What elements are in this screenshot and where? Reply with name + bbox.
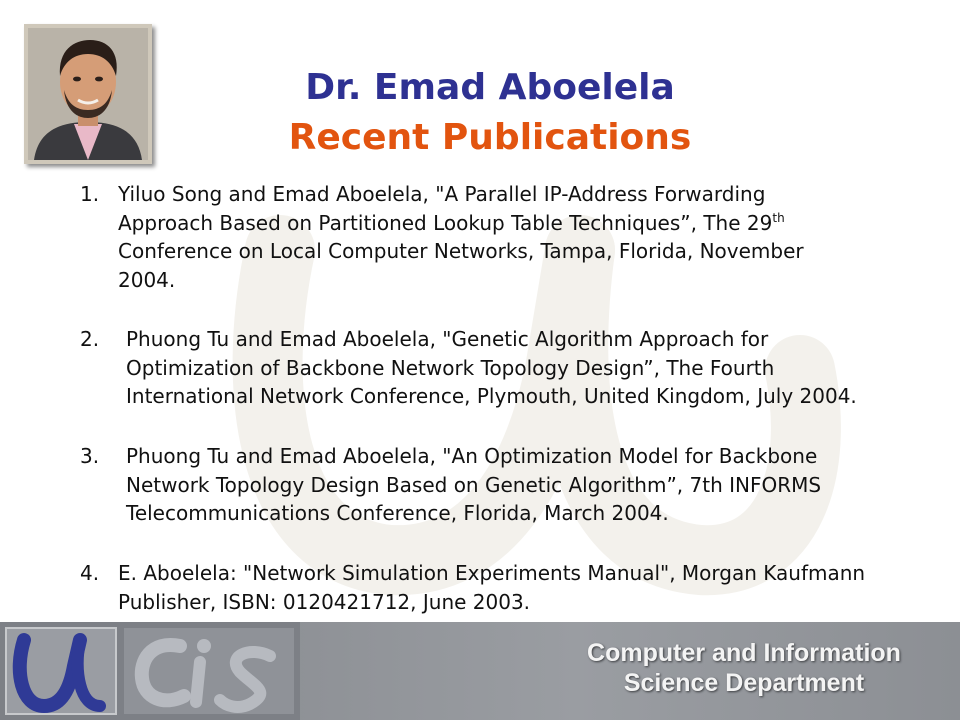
department-line: Computer and Information: [587, 639, 901, 667]
publication-line: Publisher, ISBN: 0120421712, June 2003.: [118, 589, 531, 614]
publication-text: [118, 180, 888, 294]
publication-line-text: Approach Based on Partitioned Lookup Table Techniques”, The 29: [118, 210, 773, 235]
publication-line: [118, 209, 888, 238]
publication-line: Phuong Tu and Emad Aboelela, "An Optimization Model for Backbone: [126, 444, 818, 468]
publication-line: Yiluo Song and Emad Aboelela, "A Parallel IP-Address Forwarding: [118, 182, 766, 206]
department-line: Science Department: [623, 669, 865, 697]
publication-line: E. Aboelela: "Network Simulation Experiments Manual", Morgan Kaufmann: [118, 561, 866, 585]
department-name: [554, 638, 934, 698]
page-title: Recent Publications: [288, 117, 692, 158]
item-number: 1.: [80, 182, 100, 206]
publication-text: [118, 559, 918, 616]
author-name: Dr. Emad Aboelela: [305, 67, 675, 108]
ordinal-superscript: th: [772, 210, 785, 225]
item-number: 3.: [80, 444, 100, 468]
publication-line: International Network Conference, Plymouth, United Kingdom, July 2004.: [126, 384, 857, 408]
publication-line: Optimization of Backbone Network Topology Design”, The Fourth: [126, 355, 775, 380]
publication-text: [126, 442, 906, 528]
portrait-photo: [24, 24, 152, 164]
item-number: 4.: [80, 561, 100, 585]
publication-line: Conference on Local Computer Networks, Tampa, Florida, November: [118, 239, 804, 263]
publication-line: Telecommunications Conference, Florida, March 2004.: [126, 501, 669, 525]
publication-line: 2004.: [118, 267, 176, 292]
item-number: 2.: [80, 327, 100, 351]
footer-banner: [0, 622, 960, 720]
publication-text: [126, 325, 916, 411]
publication-line: Phuong Tu and Emad Aboelela, "Genetic Algorithm Approach for: [126, 327, 769, 351]
publication-line: Network Topology Design Based on Genetic Algorithm”, 7th INFORMS: [126, 472, 822, 497]
ucis-logo: [0, 622, 300, 720]
